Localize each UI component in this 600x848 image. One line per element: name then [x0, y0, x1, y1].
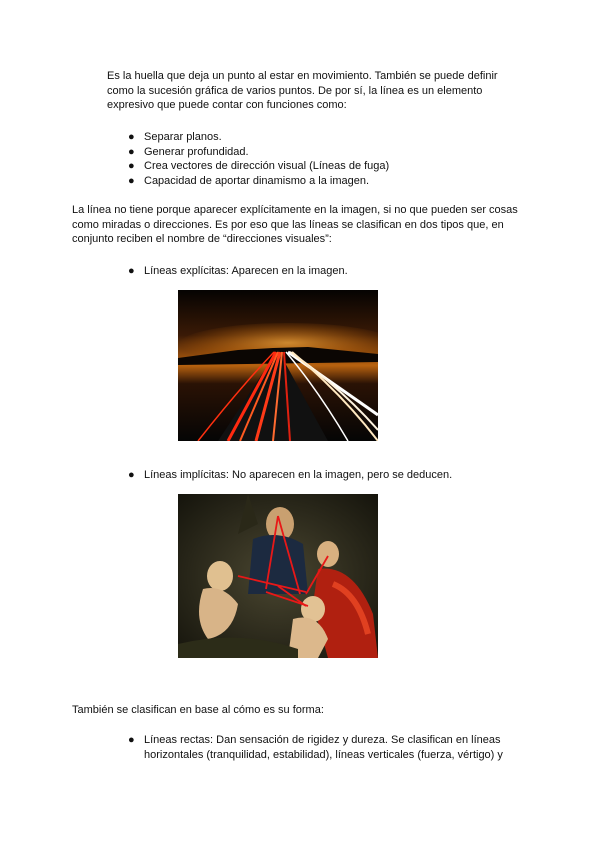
bullet-icon: ●	[128, 265, 135, 277]
bullet-icon: ●	[128, 145, 135, 158]
intro-paragraph	[107, 69, 527, 113]
highway-photo-graphic	[178, 290, 378, 441]
bullet-icon: ●	[128, 131, 135, 143]
shape-list	[128, 733, 528, 762]
list-item: ● Crea vectores de dirección visual (Líneas de fuga)	[128, 160, 390, 173]
list-item: ● Generar profundidad.	[128, 145, 249, 158]
direction-paragraph: La línea no tiene porque aparecer explícitamente en la imagen, si no que pueden ser cosas como miradas o direcciones. Es por eso que las líneas se clasifican en dos tipos que, en conjunto reciben el nombre de “direcciones visuales”:	[72, 204, 518, 246]
list-item: ● Líneas implícitas: No aparecen en la imagen, pero se deducen.	[128, 469, 453, 481]
bullet-icon: ●	[128, 174, 135, 187]
explicit-list	[128, 264, 528, 279]
bullet-icon: ●	[128, 469, 135, 481]
painting-graphic	[178, 494, 378, 658]
highway-night-photo	[178, 290, 378, 441]
list-item: ● Líneas explícitas: Aparecen en la imagen.	[128, 265, 348, 277]
renaissance-painting-photo	[178, 494, 378, 658]
list-item: ● Capacidad de aportar dinamismo a la imagen.	[128, 174, 370, 187]
bullet-icon: ●	[128, 160, 135, 173]
intro-line: Es la huella que deja un punto al estar en movimiento. También se puede definir	[107, 70, 498, 82]
functions-list	[128, 130, 528, 188]
shape-intro: También se clasifican en base al cómo es su forma:	[72, 704, 324, 716]
bullet-icon: ●	[128, 734, 135, 746]
intro-line: como la sucesión gráfica de varios puntos. De por sí, la línea es un elemento	[107, 84, 483, 97]
intro-line: expresivo que puede contar con funciones como:	[107, 99, 347, 112]
list-item: ● Separar planos.	[128, 131, 222, 143]
implicit-list	[128, 468, 528, 483]
list-item: ● Líneas rectas: Dan sensación de rigidez y dureza. Se clasifican en líneas horizontales (tranquilidad, estabilidad), líneas verticales (fuerza, vértigo) y	[128, 734, 503, 761]
